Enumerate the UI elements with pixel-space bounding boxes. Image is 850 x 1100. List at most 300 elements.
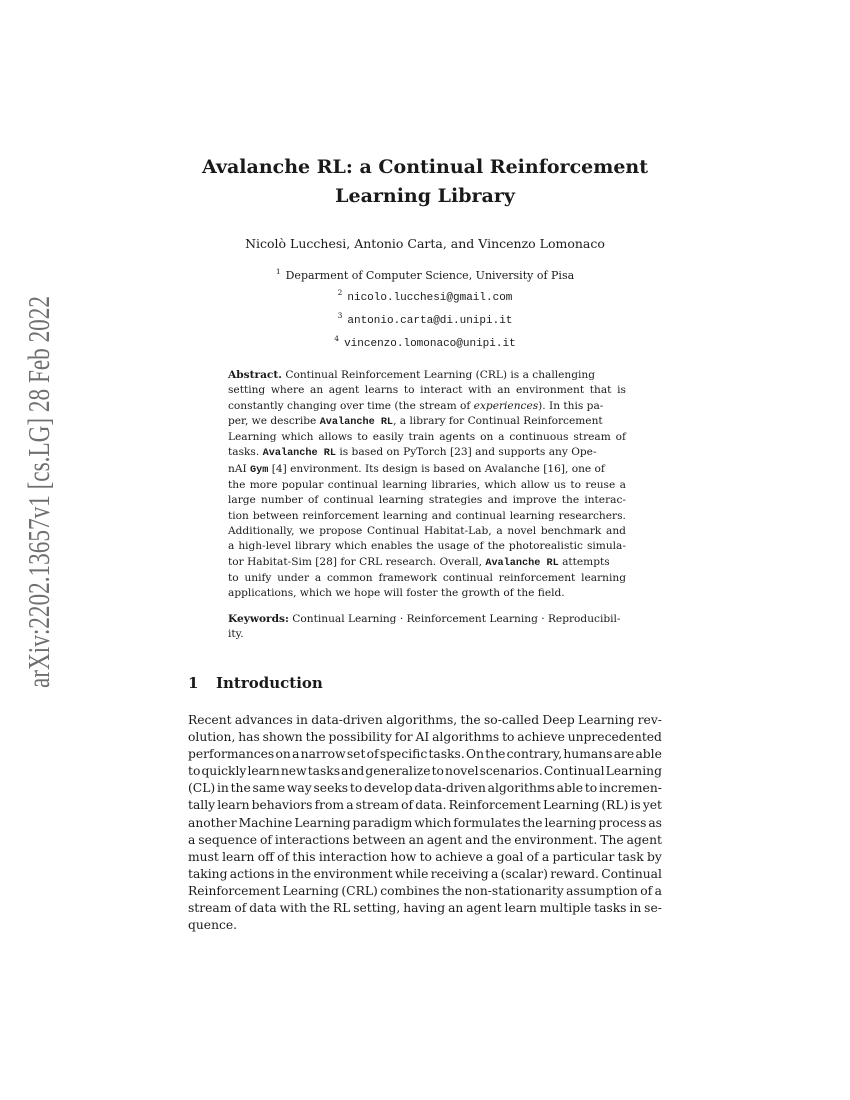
word: researchers. xyxy=(558,509,626,522)
section-number: 1 xyxy=(188,674,199,692)
word: between xyxy=(252,509,299,522)
keywords-label: Keywords: xyxy=(228,613,289,625)
word: algorithms xyxy=(487,781,555,796)
word: learn xyxy=(504,901,537,916)
section-heading xyxy=(188,672,323,694)
word: narrow xyxy=(300,747,346,762)
word: Deep xyxy=(542,713,575,727)
word: setting, xyxy=(353,901,401,916)
footnote-mark: 2 xyxy=(337,288,343,297)
paragraph-line xyxy=(188,746,662,763)
word: continual xyxy=(323,494,374,507)
abstract-text: nAI xyxy=(228,462,251,475)
abstract-line xyxy=(228,478,626,493)
word: and xyxy=(465,832,489,847)
word: to xyxy=(188,764,201,779)
intro-paragraph xyxy=(188,712,662,934)
word: scenarios. xyxy=(479,764,543,779)
word: Learning xyxy=(282,883,339,898)
word: combines xyxy=(380,883,440,898)
word: olution, xyxy=(188,730,236,745)
word: Continual xyxy=(601,866,662,881)
word: in xyxy=(629,901,642,916)
word: to xyxy=(502,730,515,745)
word: taking xyxy=(188,866,228,881)
word: easily xyxy=(372,431,404,444)
abstract-emphasis: experiences xyxy=(473,399,539,412)
word: tasks. xyxy=(428,747,465,762)
word: propose xyxy=(319,524,363,537)
word: library xyxy=(295,540,331,553)
word: to xyxy=(570,479,582,492)
word: Learning xyxy=(542,798,600,813)
abstract-line xyxy=(228,509,626,524)
word: and xyxy=(431,509,452,522)
code-term: Avalanche RL xyxy=(485,557,559,569)
abstract-line xyxy=(228,571,626,586)
code-term: Gym xyxy=(250,464,269,476)
section-title: Introduction xyxy=(216,674,323,692)
word: which xyxy=(414,815,452,830)
word: and xyxy=(487,494,508,507)
word: on xyxy=(275,747,291,762)
word: a xyxy=(498,431,505,444)
email-text: antonio.carta@di.unipi.it xyxy=(347,315,513,327)
word: environment xyxy=(313,866,393,881)
word: goal xyxy=(496,849,524,864)
paragraph-line xyxy=(188,797,662,814)
word: in xyxy=(296,713,308,727)
word: formulates xyxy=(453,815,521,830)
word: so-called xyxy=(483,713,540,727)
code-term: Avalanche RL xyxy=(262,448,336,460)
word: stream xyxy=(188,901,232,916)
word: advances xyxy=(234,713,293,727)
word: having xyxy=(403,901,446,916)
word: to xyxy=(584,781,598,796)
abstract-label: Abstract. xyxy=(228,369,282,381)
word: paradigm xyxy=(352,815,413,830)
abstract-text: tor Habitat-Sim [28] for CRL research. Overall, xyxy=(228,555,486,568)
title-line-2: Learning Library xyxy=(335,185,515,207)
word: strategies xyxy=(428,494,483,507)
word: of xyxy=(366,747,379,762)
abstract-line xyxy=(228,524,626,539)
word: stream xyxy=(573,431,611,444)
word: Reinforcement xyxy=(448,798,541,813)
word: the xyxy=(228,479,246,492)
word: reinforcement xyxy=(498,571,576,584)
word: possibility xyxy=(328,730,392,745)
word: of xyxy=(615,431,626,444)
keywords-line xyxy=(228,612,626,627)
word: agent xyxy=(426,832,463,847)
word: learning xyxy=(509,509,555,522)
word: under xyxy=(277,571,310,584)
word: usage xyxy=(437,540,470,553)
word: high-level xyxy=(238,540,292,553)
word: number xyxy=(261,494,303,507)
word: an xyxy=(408,832,424,847)
word: learning xyxy=(581,571,626,584)
word: Continual xyxy=(543,764,605,779)
word: an xyxy=(310,384,324,397)
word: data-driven xyxy=(311,713,383,727)
word: allow xyxy=(520,479,550,492)
paper-title xyxy=(170,153,680,211)
word: an xyxy=(497,384,511,397)
word: of xyxy=(526,849,539,864)
word: the xyxy=(491,832,512,847)
word: the xyxy=(290,866,312,881)
word: a xyxy=(654,883,662,898)
word: actions xyxy=(229,866,275,881)
word: to xyxy=(349,781,363,796)
paragraph-line xyxy=(188,763,662,780)
abstract-text: , a library for Continual Reinforcement xyxy=(393,414,603,427)
word: which xyxy=(484,479,517,492)
word: of xyxy=(308,494,319,507)
word: which xyxy=(281,431,314,444)
word: we xyxy=(299,524,315,537)
word: the xyxy=(230,781,251,796)
word: the xyxy=(485,747,506,762)
word: performances xyxy=(188,747,275,762)
word: with xyxy=(468,384,492,397)
word: of xyxy=(234,901,247,916)
word: to xyxy=(419,849,432,864)
word: reinforcement xyxy=(302,509,380,522)
word: unprecedented xyxy=(567,730,662,745)
word: libraries, xyxy=(431,479,481,492)
word: sequence xyxy=(198,832,258,847)
abstract-line xyxy=(228,399,626,414)
word: is xyxy=(617,384,626,397)
word: to xyxy=(357,431,368,444)
word: Reinforcement xyxy=(188,883,281,898)
abstract-line xyxy=(228,368,626,383)
word: to xyxy=(403,384,415,397)
word: allows xyxy=(318,431,353,444)
word: task xyxy=(617,849,644,864)
word: benchmark xyxy=(540,524,602,537)
word: The xyxy=(600,832,624,847)
word: which xyxy=(334,540,368,553)
paragraph-line xyxy=(188,849,662,866)
word: tasks xyxy=(594,901,627,916)
word: that xyxy=(589,384,612,397)
word: this xyxy=(292,849,316,864)
word: (RL) xyxy=(601,798,629,813)
word: Learning xyxy=(578,713,635,727)
abstract-line: applications, which we hope will foster the growth of the field. xyxy=(228,587,565,600)
word: achieve xyxy=(435,849,483,864)
word: is xyxy=(630,798,641,813)
word: a xyxy=(619,479,626,492)
word: of xyxy=(401,798,414,813)
word: of xyxy=(473,540,484,553)
word: common xyxy=(327,571,373,584)
word: the xyxy=(416,540,434,553)
word: Recent xyxy=(188,713,232,727)
word: tally xyxy=(188,798,216,813)
word: quickly xyxy=(201,764,247,779)
paragraph-line xyxy=(188,815,662,832)
word: a xyxy=(541,849,550,864)
word: another xyxy=(188,815,237,830)
word: Machine xyxy=(238,815,293,830)
author-list: Nicolò Lucchesi, Antonio Carta, and Vincenzo Lomonaco xyxy=(245,236,605,251)
abstract-text: Continual Reinforcement Learning (CRL) is a challenging xyxy=(285,369,596,381)
word: novel xyxy=(445,764,479,779)
word: algorithms, xyxy=(386,713,458,727)
word: Habitat-Lab, xyxy=(423,524,492,537)
paragraph-line xyxy=(188,900,662,917)
word: must xyxy=(188,849,219,864)
word: interaction xyxy=(318,849,388,864)
abstract-text: constantly changing over time (the stream of xyxy=(228,399,474,412)
word: continual xyxy=(442,571,493,584)
word: learning xyxy=(382,509,428,522)
word: agents xyxy=(439,431,476,444)
word: while xyxy=(394,866,429,881)
code-term: Avalanche RL xyxy=(319,416,394,428)
word: of xyxy=(640,883,653,898)
keywords-line: ity. xyxy=(228,628,244,641)
word: seeks xyxy=(313,781,349,796)
word: learns xyxy=(364,384,399,397)
word: the xyxy=(487,540,505,553)
word: on xyxy=(480,431,494,444)
arxiv-identifier: arXiv:2202.13657v1 [cs.LG] 28 Feb 2022 xyxy=(21,164,56,688)
word: framework xyxy=(378,571,437,584)
word: a xyxy=(188,832,196,847)
word: new xyxy=(280,764,307,779)
word: continuous xyxy=(509,431,569,444)
word: data-driven xyxy=(414,781,486,796)
word: interactions xyxy=(274,832,350,847)
word: able xyxy=(635,747,662,762)
word: continual xyxy=(327,479,378,492)
word: from xyxy=(314,798,345,813)
word: the xyxy=(561,494,580,507)
word: simula- xyxy=(586,540,626,553)
word: to xyxy=(228,571,239,584)
word: AI xyxy=(415,730,430,745)
word: tasks xyxy=(307,764,341,779)
word: large xyxy=(228,494,256,507)
word: agent xyxy=(328,384,360,397)
word: and xyxy=(341,764,365,779)
word: particular xyxy=(552,849,615,864)
word: learning xyxy=(544,815,597,830)
word: learning xyxy=(378,494,424,507)
word: popular xyxy=(281,479,324,492)
word: RL xyxy=(332,901,351,916)
word: as xyxy=(648,815,662,830)
word: a xyxy=(486,849,494,864)
word: the xyxy=(522,815,543,830)
word: agent xyxy=(466,901,502,916)
abstract-text: per, we describe xyxy=(228,414,320,427)
word: incremen- xyxy=(598,781,662,796)
word: in xyxy=(216,781,229,796)
keywords xyxy=(228,612,626,643)
affiliation-line xyxy=(170,263,680,284)
word: a xyxy=(496,524,503,537)
word: On xyxy=(466,747,485,762)
word: interact xyxy=(420,384,463,397)
word: an xyxy=(448,901,464,916)
email-text: nicolo.lucchesi@gmail.com xyxy=(347,292,513,304)
paragraph-line xyxy=(188,729,662,746)
footnote-mark: 1 xyxy=(275,267,281,276)
footnote-mark: 4 xyxy=(334,334,340,343)
paragraph-line xyxy=(188,712,662,729)
word: the xyxy=(460,713,481,727)
word: Learning xyxy=(294,815,351,830)
affiliation-text: Deparment of Computer Science, University of Pisa xyxy=(285,269,575,282)
word: same xyxy=(252,781,286,796)
email-line xyxy=(170,284,680,307)
word: environment xyxy=(516,384,585,397)
word: non-stationarity xyxy=(464,883,564,898)
abstract-line xyxy=(228,445,626,461)
word: are xyxy=(613,747,635,762)
abstract-text: ). In this pa- xyxy=(538,399,604,412)
word: generalize xyxy=(365,764,431,779)
word: a xyxy=(314,571,322,584)
word: Continual xyxy=(366,524,420,537)
word: Learning xyxy=(228,431,277,444)
abstract-line xyxy=(228,414,626,430)
word: humans xyxy=(563,747,613,762)
word: the xyxy=(441,883,463,898)
word: between xyxy=(352,832,406,847)
word: a xyxy=(228,540,235,553)
abstract-text: [4] environment. Its design is based on Avalanche [16], one of xyxy=(268,462,605,475)
paragraph-line: quence. xyxy=(188,918,238,933)
abstract-line xyxy=(228,555,626,571)
abstract-text: is based on PyTorch [23] and supports any Ope- xyxy=(335,446,597,459)
word: us xyxy=(553,479,566,492)
affiliations xyxy=(170,263,680,353)
word: improve xyxy=(512,494,557,507)
email-line xyxy=(170,307,680,330)
word: unify xyxy=(244,571,272,584)
word: specific xyxy=(379,747,428,762)
word: where xyxy=(270,384,305,397)
word: data. xyxy=(415,798,447,813)
word: reuse xyxy=(585,479,616,492)
email-line xyxy=(170,330,680,353)
arxiv-side-stamp xyxy=(2,0,62,1100)
word: agent xyxy=(626,832,662,847)
word: Additionally, xyxy=(228,524,295,537)
paragraph-line xyxy=(188,780,662,797)
word: receiving xyxy=(430,866,489,881)
word: train xyxy=(408,431,435,444)
word: enables xyxy=(371,540,413,553)
email-text: vincenzo.lomonaco@unipi.it xyxy=(344,338,516,350)
word: photorealistic xyxy=(508,540,583,553)
word: behaviors xyxy=(251,798,313,813)
word: tion xyxy=(228,509,249,522)
abstract-line xyxy=(228,539,626,554)
abstract-line xyxy=(228,430,626,445)
keywords-text: Continual Learning · Reinforcement Learning · Reproducibil- xyxy=(292,613,621,625)
word: interac- xyxy=(584,494,626,507)
paragraph-line xyxy=(188,866,662,883)
word: se- xyxy=(644,901,662,916)
word: for xyxy=(394,730,413,745)
title-line-1: Avalanche RL: a Continual Reinforcement xyxy=(201,156,649,178)
word: reward. xyxy=(550,866,599,881)
word: of xyxy=(260,832,272,847)
abstract-text: attempts xyxy=(558,555,610,568)
word: setting xyxy=(228,384,266,397)
word: rev- xyxy=(637,713,662,727)
word: by xyxy=(646,849,662,864)
paragraph-line xyxy=(188,883,662,900)
word: multiple xyxy=(539,901,592,916)
abstract xyxy=(228,368,626,601)
word: more xyxy=(249,479,278,492)
abstract-line xyxy=(228,493,626,508)
word: algorithms xyxy=(432,730,500,745)
word: assumption xyxy=(566,883,638,898)
word: (CL) xyxy=(188,781,216,796)
word: environment. xyxy=(514,832,598,847)
word: how xyxy=(390,849,417,864)
word: the xyxy=(305,730,326,745)
abstract-line xyxy=(228,383,626,398)
word: Learning xyxy=(605,764,662,779)
word: stream xyxy=(355,798,400,813)
word: yet xyxy=(642,798,662,813)
word: in xyxy=(276,866,289,881)
word: shown xyxy=(262,730,303,745)
word: a xyxy=(292,747,300,762)
word: the xyxy=(309,901,330,916)
word: off xyxy=(257,849,274,864)
word: learning xyxy=(382,479,428,492)
word: and xyxy=(606,524,626,537)
word: novel xyxy=(507,524,537,537)
word: achieve xyxy=(517,730,565,745)
word: continual xyxy=(455,509,506,522)
word: has xyxy=(238,730,260,745)
word: of xyxy=(277,849,290,864)
word: way xyxy=(286,781,312,796)
word: (scalar) xyxy=(500,866,548,881)
word: a xyxy=(490,866,499,881)
word: set xyxy=(346,747,366,762)
word: to xyxy=(431,764,444,779)
paragraph-line xyxy=(188,832,662,849)
footnote-mark: 3 xyxy=(337,311,343,320)
word: learn xyxy=(222,849,255,864)
word: data xyxy=(249,901,277,916)
word: learn xyxy=(247,764,280,779)
word: a xyxy=(346,798,354,813)
word: develop xyxy=(364,781,413,796)
abstract-text: tasks. xyxy=(228,446,263,459)
word: learn xyxy=(217,798,250,813)
word: contrary, xyxy=(506,747,563,762)
word: process xyxy=(598,815,647,830)
word: able xyxy=(556,781,584,796)
